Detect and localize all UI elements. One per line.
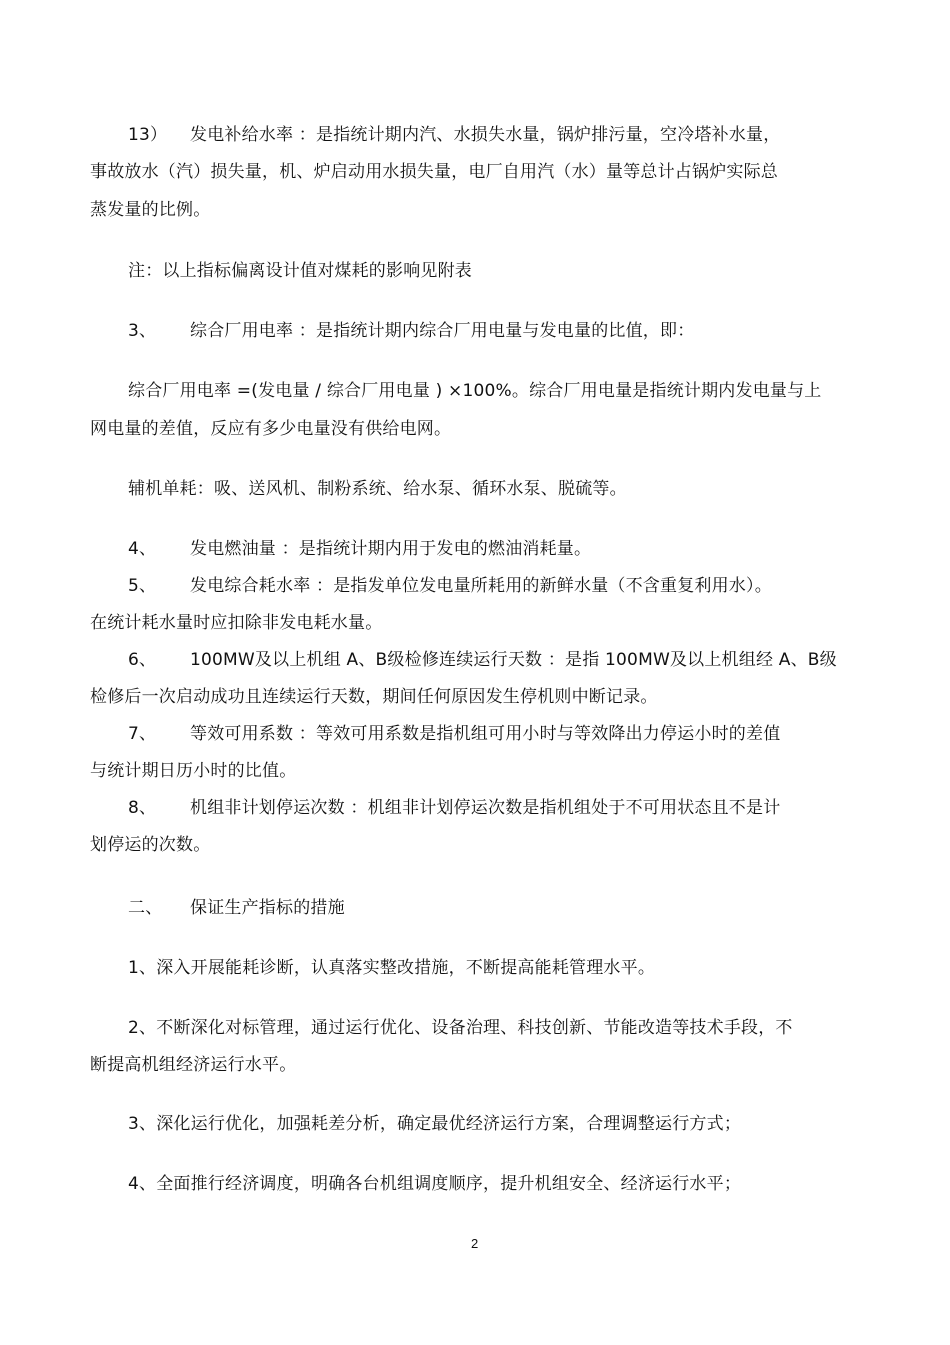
item-5-line-1: 5、 发电综合耗水率 ：是指发单位发电量所耗用的新鲜水量（不含重复利用水）。 [128, 576, 772, 596]
measure-4-line: 4、全面推行经济调度，明确各台机组调度顺序，提升机组安全、经济运行水平； [128, 1174, 742, 1194]
item-13-line-2: 事故放水（汽）损失量，机、炉启动用水损失量，电厂自用汽（水）量等总计占锅炉实际总 [90, 162, 778, 182]
item-13-number: 13） [128, 125, 168, 145]
item-4-line: 4、 发电燃油量 ：是指统计期内用于发电的燃油消耗量。 [128, 539, 592, 559]
item-4-number: 4、 [128, 539, 157, 559]
item-7-number: 7、 [128, 724, 157, 744]
item-5-line-2: 在统计耗水量时应扣除非发电耗水量。 [90, 613, 383, 633]
item-3-number: 3、 [128, 321, 157, 341]
item-13-line-1: 13） 发电补给水率 ：是指统计期内汽、水损失水量，锅炉排污量，空冷塔补水量， [128, 125, 781, 145]
item-8-line-1: 8、 机组非计划停运次数 ：机组非计划停运次数是指机组处于不可用状态且不是计 [128, 798, 781, 818]
section-2-number: 二、 [128, 898, 163, 918]
item-7-line-2: 与统计期日历小时的比值。 [90, 761, 297, 781]
item-7-line-1: 7、 等效可用系数 ：等效可用系数是指机组可用小时与等效降出力停运小时的差值 [128, 724, 781, 744]
item-13-line-3: 蒸发量的比例。 [90, 200, 211, 220]
item-6-line-2: 检修后一次启动成功且连续运行天数，期间任何原因发生停机则中断记录。 [90, 687, 658, 707]
measure-3-line: 3、深化运行优化，加强耗差分析，确定最优经济运行方案，合理调整运行方式； [128, 1114, 742, 1134]
formula-line-1: 综合厂用电率 =(发电量 / 综合厂用电量 ) ×100%。综合厂用电量是指统计期内发电量与上 [128, 381, 822, 401]
measure-2-line-2: 断提高机组经济运行水平。 [90, 1055, 297, 1075]
page-number: 2 [471, 1236, 479, 1251]
item-3-line: 3、 综合厂用电率 ：是指统计期内综合厂用电量与发电量的比值，即： [128, 321, 695, 341]
measure-1-line: 1、深入开展能耗诊断，认真落实整改措施，不断提高能耗管理水平。 [128, 958, 656, 978]
item-8-line-2: 划停运的次数。 [90, 835, 211, 855]
item-6-number: 6、 [128, 650, 157, 670]
formula-line-2: 网电量的差值，反应有多少电量没有供给电网。 [90, 419, 452, 439]
item-5-number: 5、 [128, 576, 157, 596]
section-2-heading: 二、 保证生产指标的措施 [128, 898, 345, 918]
note-line: 注：以上指标偏离设计值对煤耗的影响见附表 [128, 261, 472, 281]
aux-consumption-line: 辅机单耗：吸、送风机、制粉系统、给水泵、循环水泵、脱硫等。 [128, 479, 627, 499]
item-8-number: 8、 [128, 798, 157, 818]
item-6-line-1: 6、 100MW及以上机组 A、B级检修连续运行天数 ：是指 100MW及以上机组经 A、B级 [128, 650, 837, 670]
measure-2-line-1: 2、不断深化对标管理，通过运行优化、设备治理、科技创新、节能改造等技术手段，不 [128, 1018, 793, 1038]
